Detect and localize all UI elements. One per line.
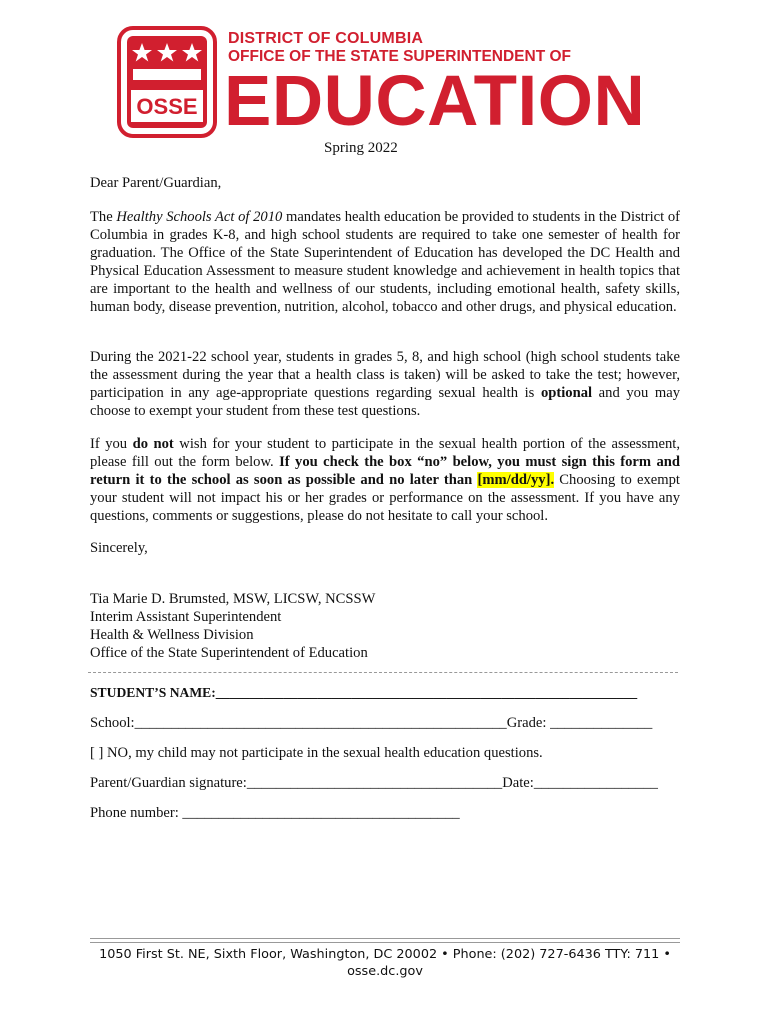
- footer-rule: [90, 938, 680, 943]
- paragraph-1: The Healthy Schools Act of 2010 mandates health education be provided to students in the District of Columbia in grades K-8, and high school students are required to take one semester of health for graduation. The Office of the State Superintendent of Education has developed the DC Health and Physical Education Assessment to measure student knowledge and achievement in health topics that are important to the health and wellness of our students, including emotional health, safety skills, human body, disease prevention, nutrition, alcohol, tobacco and other drugs, and physical education.: [90, 209, 680, 315]
- org-line-1: DISTRICT OF COLUMBIA: [228, 30, 424, 47]
- salutation: Dear Parent/Guardian,: [90, 175, 222, 191]
- signature-date-field[interactable]: Parent/Guardian signature:___________________________________Date:_________________: [90, 775, 658, 791]
- osse-logo: [117, 26, 217, 138]
- paragraph-3: If you do not wish for your student to participate in the sexual health portion of the assessment, please fill out the form below. If you check the box “no” below, you must sign this form and return it to the school as soon as possible and no later than [mm/dd/yy]. Choosing to exempt your student will not impact his or her grades or performance on the assessment. If you have any questions, comments or suggestions, please do not hesitate to call your school.: [90, 436, 680, 524]
- no-checkbox-option[interactable]: [ ] NO, my child may not participate in the sexual health education questions.: [90, 745, 543, 761]
- logo-badge-text: OSSE: [136, 94, 198, 119]
- letter-date: Spring 2022: [324, 140, 398, 156]
- org-line-2: OFFICE OF THE STATE SUPERINTENDENT OF: [228, 48, 572, 65]
- signature-title: Interim Assistant Superintendent: [90, 609, 282, 625]
- student-name-field[interactable]: STUDENT’S NAME:______________________________________________________________: [90, 685, 638, 700]
- cut-line: [88, 672, 678, 673]
- footer-address: [90, 946, 680, 980]
- phone-field[interactable]: Phone number: ______________________________________: [90, 805, 460, 821]
- school-grade-field[interactable]: School:___________________________________________________Grade: ______________: [90, 715, 653, 731]
- footer-line-2[interactable]: osse.dc.gov: [347, 964, 423, 979]
- closing: Sincerely,: [90, 540, 148, 556]
- org-line-3: EDUCATION: [224, 62, 646, 141]
- paragraph-2: During the 2021-22 school year, students in grades 5, 8, and high school (high school students take the assessment during the year that a health class is taken) will be asked to take the test; however, participation in any age-appropriate questions regarding sexual health is optional and you may choose to exempt your student from these test questions.: [90, 349, 680, 419]
- signature-org: Office of the State Superintendent of Education: [90, 645, 368, 661]
- deadline-highlight: [mm/dd/yy].: [477, 472, 555, 488]
- footer-line-1: 1050 First St. NE, Sixth Floor, Washington, DC 20002 • Phone: (202) 727-6436 TTY: 711 •: [99, 947, 671, 962]
- signature-division: Health & Wellness Division: [90, 627, 254, 643]
- signature-name: Tia Marie D. Brumsted, MSW, LICSW, NCSSW: [90, 591, 376, 607]
